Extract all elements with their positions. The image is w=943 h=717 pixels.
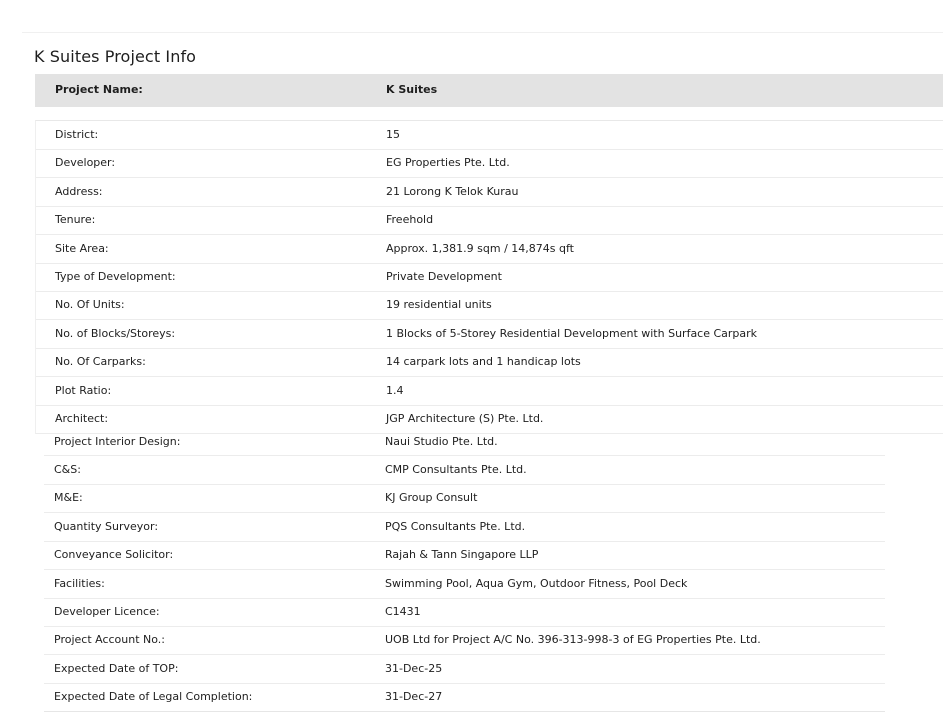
info-row-architect (36, 405, 943, 433)
row-label: Quantity Surveyor: (54, 519, 159, 533)
row-value: Freehold (386, 213, 434, 227)
row-value: PQS Consultants Pte. Ltd. (385, 519, 526, 533)
row-value: 1.4 (386, 383, 404, 397)
info-row-site-area (36, 235, 943, 264)
info-row-blocks-storeys (36, 320, 943, 349)
row-label: Developer Licence: (54, 605, 160, 618)
row-label: Plot Ratio: (55, 383, 112, 397)
row-value: 1 Blocks of 5-Storey Residential Development with Surface Carpark (386, 326, 758, 340)
row-label: No. Of Units: (55, 298, 125, 312)
info-row-district (36, 121, 943, 150)
row-value: Approx. 1,381.9 sqm / 14,874s qft (386, 241, 574, 255)
project-name-header (35, 74, 943, 107)
row-value: EG Properties Pte. Ltd. (386, 156, 510, 170)
row-label: No. Of Carparks: (55, 355, 146, 369)
info-row-interior-design (44, 431, 885, 456)
row-label: District: (55, 128, 99, 141)
row-value: CMP Consultants Pte. Ltd. (385, 463, 527, 476)
row-value: 14 carpark lots and 1 handicap lots (386, 355, 581, 369)
info-row-developer-licence (44, 598, 885, 627)
info-row-conveyance-solicitor (44, 541, 885, 570)
row-label: Conveyance Solicitor: (54, 548, 174, 562)
row-label: Expected Date of TOP: (54, 661, 179, 675)
info-row-developer (36, 149, 943, 178)
info-row-units (36, 291, 943, 320)
row-value: 19 residential units (386, 298, 492, 312)
row-label: No. of Blocks/Storeys: (55, 326, 176, 340)
project-name-label: Project Name: (55, 83, 143, 96)
row-label: Project Interior Design: (54, 435, 181, 448)
row-label: Tenure: (55, 213, 96, 227)
project-name-value: K Suites (386, 83, 438, 96)
row-label: Site Area: (55, 241, 109, 255)
row-value: 15 (386, 128, 400, 141)
row-label: Address: (55, 184, 103, 198)
row-value: 31-Dec-27 (385, 690, 443, 704)
row-label: Expected Date of Legal Completion: (54, 690, 253, 704)
row-value: Rajah & Tann Singapore LLP (385, 548, 539, 562)
row-value: KJ Group Consult (385, 491, 478, 505)
row-label: C&S: (54, 463, 81, 476)
row-label: Facilities: (54, 576, 105, 590)
row-label: Project Account No.: (54, 633, 166, 647)
row-value: UOB Ltd for Project A/C No. 396-313-998-3 of EG Properties Pte. Ltd. (385, 633, 761, 647)
info-row-plot-ratio (36, 377, 943, 406)
row-label: Type of Development: (55, 270, 176, 283)
project-consultants-list (44, 431, 885, 715)
row-value: 21 Lorong K Telok Kurau (386, 184, 519, 198)
row-value: Private Development (386, 270, 502, 283)
row-value: Naui Studio Pte. Ltd. (385, 435, 498, 448)
project-details-card (35, 120, 943, 434)
info-row-quantity-surveyor (44, 513, 885, 542)
info-row-facilities (44, 570, 885, 599)
info-row-me (44, 484, 885, 513)
info-row-cs (44, 456, 885, 485)
row-value: 31-Dec-25 (385, 661, 443, 675)
top-divider (22, 32, 943, 33)
row-label: Developer: (55, 156, 116, 170)
row-label: M&E: (54, 491, 83, 505)
row-value: Swimming Pool, Aqua Gym, Outdoor Fitness, Pool Deck (385, 576, 688, 590)
info-row-legal-completion (44, 683, 885, 712)
info-row-tenure (36, 206, 943, 235)
info-row-address (36, 178, 943, 207)
info-row-development-type (36, 263, 943, 292)
info-row-project-account (44, 626, 885, 655)
row-value: C1431 (385, 605, 421, 618)
info-row-expected-top (44, 655, 885, 684)
row-label: Architect: (55, 412, 109, 425)
info-row-carparks (36, 348, 943, 377)
row-value: JGP Architecture (S) Pte. Ltd. (386, 412, 544, 425)
page-title: K Suites Project Info (34, 47, 197, 66)
